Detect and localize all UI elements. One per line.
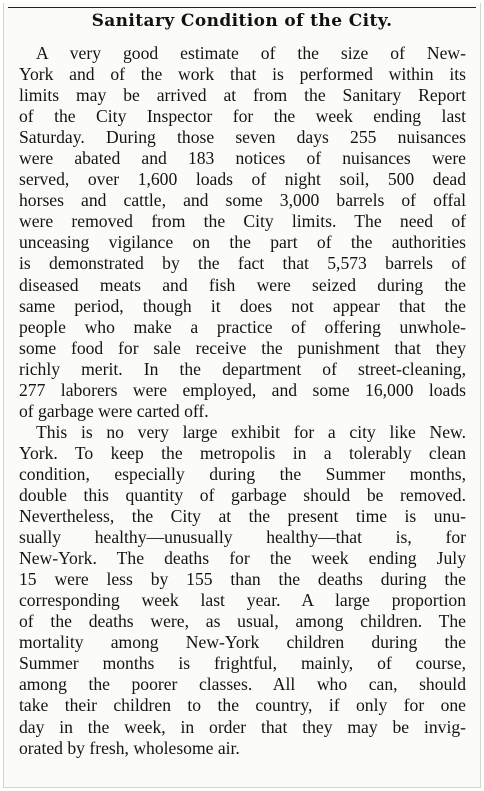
text-line: take their children to the country, if only for one [19, 695, 466, 716]
text-line: This is no very large exhibit for a city like New. [36, 421, 466, 442]
text-line: 277 laborers were employed, and some 16,000 loads [19, 379, 466, 400]
text-line: New-York. The deaths for the week ending July [19, 548, 466, 569]
text-line: limits may be arrived at from the Sanitary Report [19, 85, 466, 106]
top-rule [8, 7, 476, 8]
text-line: orated by fresh, wholesome air. [19, 737, 240, 758]
text-line: served, over 1,600 loads of night soil, 500 dead [19, 169, 466, 190]
text-line: were removed from the City limits. The need of [19, 211, 466, 232]
text-line: same period, though it does not appear that the [19, 295, 466, 316]
text-line: is demonstrated by the fact that 5,573 barrels of [19, 253, 466, 274]
paragraph-2 [19, 422, 466, 759]
text-line: horses and cattle, and some 3,000 barrels of offal [19, 190, 466, 211]
newspaper-clipping [3, 3, 481, 788]
text-line: were abated and 183 notices of nuisances were [19, 148, 466, 169]
headline: Sanitary Condition of the City. [91, 11, 393, 31]
text-line: of garbage were carted off. [19, 400, 209, 421]
text-line: people who make a practice of offering unwhole- [19, 316, 466, 337]
article-body [19, 43, 466, 759]
text-line: double this quantity of garbage should be removed. [19, 484, 466, 505]
text-line: richly merit. In the department of street-cleaning, [19, 358, 466, 379]
text-line: York and of the work that is performed within its [19, 64, 466, 85]
text-line: unceasing vigilance on the part of the authorities [19, 232, 466, 253]
text-line: of the City Inspector for the week ending last [19, 106, 466, 127]
paragraph-1 [19, 43, 466, 422]
text-line: sually healthy—unusually healthy—that is, for [19, 527, 466, 548]
text-line: A very good estimate of the size of New- [36, 43, 466, 63]
text-line: diseased meats and fish were seized during the [19, 274, 466, 295]
text-line: corresponding week last year. A large proportion [19, 590, 466, 611]
text-line: Summer months is frightful, mainly, of course, [19, 653, 466, 674]
text-line: 15 were less by 155 than the deaths during the [19, 569, 466, 590]
text-line: Nevertheless, the City at the present time is unu- [19, 506, 466, 527]
text-line: of the deaths were, as usual, among children. The [19, 611, 466, 632]
text-line: some food for sale receive the punishment that they [19, 337, 466, 358]
text-line: Saturday. During those seven days 255 nuisances [19, 127, 466, 148]
text-line: condition, especially during the Summer months, [19, 463, 466, 484]
text-line: among the poorer classes. All who can, should [19, 674, 466, 695]
text-line: mortality among New-York children during the [19, 632, 466, 653]
text-line: day in the week, in order that they may be invig- [19, 716, 466, 737]
text-line: York. To keep the metropolis in a tolerably clean [19, 442, 466, 463]
